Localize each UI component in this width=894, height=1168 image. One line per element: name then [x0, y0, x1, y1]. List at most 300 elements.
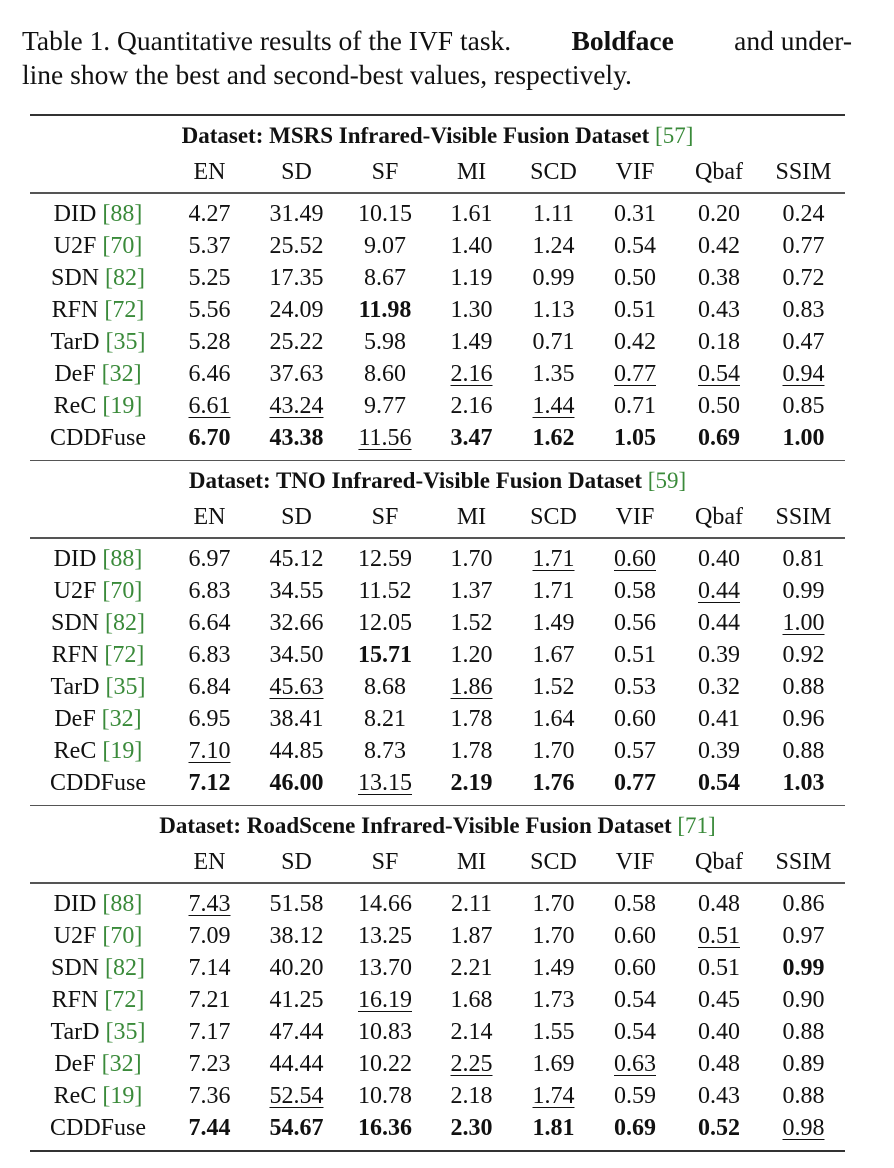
value-cell: 2.19 [450, 769, 493, 796]
value-cell: 0.58 [614, 890, 656, 917]
value-cell: 5.56 [188, 296, 231, 323]
value-cell: 11.56 [358, 424, 412, 451]
table-row [30, 888, 845, 920]
column-header-mi: MI [456, 503, 487, 530]
value-cell: 24.09 [269, 296, 324, 323]
value-cell: 1.24 [532, 232, 575, 259]
method-citation: [70] [102, 577, 143, 604]
value-cell: 0.77 [782, 232, 825, 259]
method-cell [30, 326, 166, 358]
value-cell: 0.96 [782, 705, 825, 732]
value-cell: 1.62 [532, 424, 575, 451]
value-cell: 0.56 [614, 609, 656, 636]
column-header-row [30, 842, 845, 882]
value-cell: 0.86 [782, 890, 825, 917]
value-cell: 2.11 [450, 890, 493, 917]
method-name: CDDFuse [49, 769, 146, 796]
method-citation: [72] [104, 641, 145, 668]
method-cell [30, 262, 166, 294]
method-cell [30, 984, 166, 1016]
method-citation: [70] [102, 232, 143, 259]
value-cell: 1.19 [450, 264, 493, 291]
column-header-row [30, 497, 845, 537]
value-cell: 0.54 [614, 986, 656, 1013]
value-cell: 0.42 [614, 328, 656, 355]
value-cell: 13.15 [358, 769, 412, 796]
value-cell: 1.13 [532, 296, 575, 323]
table-row [30, 390, 845, 422]
value-cell: 1.52 [450, 609, 493, 636]
method-citation: [19] [102, 392, 143, 419]
value-cell: 7.43 [188, 890, 231, 917]
method-name: DID [53, 545, 97, 572]
value-cell: 7.09 [188, 922, 231, 949]
value-cell: 2.30 [450, 1114, 493, 1141]
value-cell: 38.12 [269, 922, 324, 949]
value-cell: 15.71 [358, 641, 412, 668]
value-cell: 0.60 [614, 545, 656, 572]
value-cell: 1.70 [532, 737, 575, 764]
method-cell [30, 294, 166, 326]
value-cell: 7.14 [188, 954, 231, 981]
table-row [30, 639, 845, 671]
value-cell: 0.71 [532, 328, 575, 355]
method-name: DeF [54, 360, 96, 387]
value-cell: 2.16 [450, 392, 493, 419]
value-cell: 0.85 [782, 392, 825, 419]
column-header-qbaf: Qbaf [695, 848, 743, 875]
method-name: DID [53, 890, 97, 917]
value-cell: 5.25 [188, 264, 231, 291]
value-cell: 0.94 [782, 360, 825, 387]
caption-line1-suffix: and under- [734, 25, 852, 56]
value-cell: 6.84 [188, 673, 231, 700]
value-cell: 44.44 [269, 1050, 324, 1077]
value-cell: 0.81 [782, 545, 825, 572]
value-cell: 1.00 [782, 609, 825, 636]
section-citation: [59] [647, 468, 687, 493]
column-header-vif: VIF [615, 158, 655, 185]
value-cell: 1.73 [532, 986, 575, 1013]
value-cell: 25.22 [269, 328, 324, 355]
value-cell: 8.60 [364, 360, 406, 387]
value-cell: 1.87 [450, 922, 493, 949]
value-cell: 1.70 [450, 545, 493, 572]
section-title-text: Dataset: MSRS Infrared-Visible Fusion Dataset [181, 123, 650, 148]
value-cell: 0.60 [614, 954, 656, 981]
method-name: DeF [54, 1050, 96, 1077]
method-name: ReC [53, 737, 97, 764]
value-cell: 0.39 [698, 641, 740, 668]
value-cell: 32.66 [269, 609, 324, 636]
method-citation: [82] [105, 954, 145, 981]
value-cell: 0.88 [782, 1018, 825, 1045]
value-cell: 0.98 [782, 1114, 825, 1141]
method-cell [30, 575, 166, 607]
table-row [30, 1016, 845, 1048]
value-cell: 1.30 [450, 296, 493, 323]
value-cell: 0.54 [698, 360, 740, 387]
table-row [30, 198, 845, 230]
value-cell: 0.89 [782, 1050, 825, 1077]
value-cell: 9.77 [364, 392, 406, 419]
value-cell: 8.68 [364, 673, 406, 700]
value-cell: 1.74 [532, 1082, 575, 1109]
value-cell: 0.31 [614, 200, 656, 227]
method-cell [30, 1016, 166, 1048]
table-row [30, 543, 845, 575]
table-row [30, 1048, 845, 1080]
method-citation: [88] [102, 890, 143, 917]
value-cell: 6.70 [188, 424, 231, 451]
value-cell: 38.41 [269, 705, 324, 732]
column-header-qbaf: Qbaf [695, 503, 743, 530]
method-citation: [72] [104, 296, 145, 323]
value-cell: 51.58 [269, 890, 324, 917]
value-cell: 0.83 [782, 296, 825, 323]
value-cell: 5.28 [188, 328, 231, 355]
value-cell: 0.69 [614, 1114, 656, 1141]
value-cell: 2.18 [450, 1082, 493, 1109]
value-cell: 17.35 [269, 264, 324, 291]
table-row [30, 230, 845, 262]
value-cell: 0.51 [698, 922, 740, 949]
value-cell: 0.51 [614, 296, 656, 323]
section-citation: [57] [655, 123, 694, 148]
value-cell: 0.40 [698, 1018, 740, 1045]
value-cell: 1.49 [532, 609, 575, 636]
value-cell: 0.58 [614, 577, 656, 604]
value-cell: 25.52 [269, 232, 324, 259]
value-cell: 2.14 [450, 1018, 493, 1045]
section-rows [30, 539, 845, 805]
value-cell: 14.66 [358, 890, 412, 917]
method-citation: [32] [101, 1050, 142, 1077]
method-cell [30, 888, 166, 920]
table-row [30, 1080, 845, 1112]
value-cell: 10.22 [358, 1050, 412, 1077]
value-cell: 1.44 [532, 392, 575, 419]
method-cell [30, 607, 166, 639]
value-cell: 0.48 [698, 890, 740, 917]
method-name: TarD [50, 673, 100, 700]
value-cell: 34.55 [269, 577, 324, 604]
value-cell: 1.76 [532, 769, 575, 796]
value-cell: 5.37 [188, 232, 231, 259]
method-name: TarD [50, 1018, 100, 1045]
method-citation: [88] [102, 545, 143, 572]
value-cell: 0.69 [698, 424, 740, 451]
value-cell: 0.99 [532, 264, 575, 291]
value-cell: 0.97 [782, 922, 825, 949]
table-row [30, 735, 845, 767]
value-cell: 1.55 [532, 1018, 575, 1045]
table-row [30, 575, 845, 607]
value-cell: 1.68 [450, 986, 493, 1013]
results-table [30, 114, 845, 1152]
method-citation: [70] [102, 922, 143, 949]
value-cell: 41.25 [269, 986, 324, 1013]
value-cell: 1.78 [450, 705, 493, 732]
value-cell: 0.18 [698, 328, 740, 355]
value-cell: 6.83 [188, 641, 231, 668]
value-cell: 0.88 [782, 1082, 825, 1109]
value-cell: 0.71 [614, 392, 656, 419]
method-cell [30, 198, 166, 230]
value-cell: 0.60 [614, 922, 656, 949]
value-cell: 0.77 [614, 769, 656, 796]
value-cell: 2.16 [450, 360, 493, 387]
column-header-scd: SCD [530, 503, 577, 530]
method-name: ReC [53, 1082, 97, 1109]
value-cell: 1.64 [532, 705, 575, 732]
method-name: SDN [51, 609, 100, 636]
value-cell: 1.40 [450, 232, 493, 259]
column-header-sf: SF [371, 158, 399, 185]
section-title-text: Dataset: TNO Infrared-Visible Fusion Dataset [188, 468, 643, 493]
value-cell: 3.47 [450, 424, 493, 451]
value-cell: 0.51 [614, 641, 656, 668]
value-cell: 1.03 [782, 769, 825, 796]
value-cell: 54.67 [269, 1114, 324, 1141]
value-cell: 0.59 [614, 1082, 656, 1109]
section-title [30, 116, 845, 152]
value-cell: 6.64 [188, 609, 231, 636]
method-citation: [35] [105, 1018, 146, 1045]
value-cell: 1.69 [532, 1050, 575, 1077]
value-cell: 0.99 [782, 954, 825, 981]
method-name: RFN [51, 986, 99, 1013]
method-citation: [19] [102, 737, 143, 764]
value-cell: 43.38 [269, 424, 324, 451]
value-cell: 0.99 [782, 577, 825, 604]
value-cell: 10.83 [358, 1018, 412, 1045]
method-citation: [82] [105, 609, 145, 636]
table-row [30, 607, 845, 639]
value-cell: 11.98 [358, 296, 412, 323]
value-cell: 0.60 [614, 705, 656, 732]
table-row [30, 294, 845, 326]
value-cell: 45.63 [269, 673, 324, 700]
value-cell: 2.21 [450, 954, 493, 981]
column-header-sf: SF [371, 848, 399, 875]
column-header-scd: SCD [530, 158, 577, 185]
method-name: DeF [54, 705, 96, 732]
column-header-en: EN [193, 848, 226, 875]
value-cell: 0.44 [698, 577, 740, 604]
column-header-en: EN [193, 503, 226, 530]
value-cell: 16.36 [358, 1114, 412, 1141]
method-name: RFN [51, 296, 99, 323]
table-row [30, 703, 845, 735]
method-citation: [32] [101, 705, 142, 732]
column-header-ssim: SSIM [775, 158, 832, 185]
table-row [30, 920, 845, 952]
table-row [30, 1112, 845, 1144]
method-cell [30, 703, 166, 735]
value-cell: 0.38 [698, 264, 740, 291]
value-cell: 4.27 [188, 200, 231, 227]
value-cell: 0.51 [698, 954, 740, 981]
value-cell: 1.78 [450, 737, 493, 764]
method-name: U2F [53, 577, 97, 604]
value-cell: 1.49 [532, 954, 575, 981]
method-citation: [35] [105, 673, 146, 700]
value-cell: 6.46 [188, 360, 231, 387]
value-cell: 0.54 [698, 769, 740, 796]
column-header-sd: SD [281, 503, 312, 530]
method-citation: [72] [104, 986, 145, 1013]
section-rows [30, 884, 845, 1150]
method-cell [30, 358, 166, 390]
table-row [30, 326, 845, 358]
value-cell: 0.42 [698, 232, 740, 259]
method-cell [30, 1048, 166, 1080]
value-cell: 13.70 [358, 954, 412, 981]
method-name: SDN [51, 954, 100, 981]
value-cell: 6.95 [188, 705, 231, 732]
value-cell: 12.05 [358, 609, 412, 636]
column-header-mi: MI [456, 158, 487, 185]
value-cell: 0.32 [698, 673, 740, 700]
table-row [30, 767, 845, 799]
value-cell: 0.88 [782, 673, 825, 700]
section-title [30, 806, 845, 842]
column-header-ssim: SSIM [775, 503, 832, 530]
caption-bold: Boldface [571, 25, 674, 56]
value-cell: 0.77 [614, 360, 656, 387]
method-cell [30, 1112, 166, 1144]
value-cell: 12.59 [358, 545, 412, 572]
value-cell: 0.40 [698, 545, 740, 572]
value-cell: 0.52 [698, 1114, 740, 1141]
column-header-en: EN [193, 158, 226, 185]
value-cell: 0.54 [614, 232, 656, 259]
value-cell: 9.07 [364, 232, 406, 259]
value-cell: 1.67 [532, 641, 575, 668]
value-cell: 0.72 [782, 264, 825, 291]
value-cell: 52.54 [269, 1082, 324, 1109]
column-header-vif: VIF [615, 848, 655, 875]
value-cell: 0.57 [614, 737, 656, 764]
value-cell: 7.44 [188, 1114, 231, 1141]
value-cell: 47.44 [269, 1018, 324, 1045]
value-cell: 0.50 [698, 392, 740, 419]
column-header-sd: SD [281, 848, 312, 875]
section-title [30, 461, 845, 497]
value-cell: 1.05 [614, 424, 656, 451]
method-cell [30, 1080, 166, 1112]
method-name: SDN [51, 264, 100, 291]
value-cell: 0.39 [698, 737, 740, 764]
table-row [30, 984, 845, 1016]
value-cell: 10.15 [358, 200, 412, 227]
method-name: DID [53, 200, 97, 227]
column-header-sf: SF [371, 503, 399, 530]
method-cell [30, 735, 166, 767]
value-cell: 7.10 [188, 737, 231, 764]
value-cell: 1.11 [532, 200, 575, 227]
value-cell: 1.49 [450, 328, 493, 355]
section-rows [30, 194, 845, 460]
value-cell: 0.45 [698, 986, 740, 1013]
value-cell: 0.41 [698, 705, 740, 732]
value-cell: 7.23 [188, 1050, 231, 1077]
method-name: ReC [53, 392, 97, 419]
value-cell: 1.71 [532, 577, 575, 604]
column-header-vif: VIF [615, 503, 655, 530]
value-cell: 0.88 [782, 737, 825, 764]
method-cell [30, 920, 166, 952]
value-cell: 1.61 [450, 200, 493, 227]
value-cell: 6.61 [188, 392, 231, 419]
value-cell: 1.52 [532, 673, 575, 700]
value-cell: 0.53 [614, 673, 656, 700]
value-cell: 34.50 [269, 641, 324, 668]
column-header-ssim: SSIM [775, 848, 832, 875]
value-cell: 46.00 [269, 769, 324, 796]
caption-prefix: Table 1. Quantitative results of the IVF task. [22, 25, 512, 56]
value-cell: 45.12 [269, 545, 324, 572]
method-citation: [19] [102, 1082, 143, 1109]
value-cell: 44.85 [269, 737, 324, 764]
method-name: CDDFuse [49, 424, 146, 451]
method-citation: [88] [102, 200, 143, 227]
method-cell [30, 230, 166, 262]
method-name: U2F [53, 922, 97, 949]
value-cell: 8.73 [364, 737, 406, 764]
value-cell: 1.70 [532, 890, 575, 917]
value-cell: 1.20 [450, 641, 493, 668]
value-cell: 13.25 [358, 922, 412, 949]
table-row [30, 262, 845, 294]
table-row [30, 952, 845, 984]
column-header-scd: SCD [530, 848, 577, 875]
value-cell: 0.63 [614, 1050, 656, 1077]
value-cell: 6.83 [188, 577, 231, 604]
column-header-mi: MI [456, 848, 487, 875]
method-name: CDDFuse [49, 1114, 146, 1141]
value-cell: 0.43 [698, 296, 740, 323]
value-cell: 0.50 [614, 264, 656, 291]
method-citation: [82] [105, 264, 145, 291]
value-cell: 0.47 [782, 328, 825, 355]
section-citation: [71] [677, 813, 716, 838]
method-cell [30, 639, 166, 671]
value-cell: 31.49 [269, 200, 324, 227]
method-name: U2F [53, 232, 97, 259]
section-title-text: Dataset: RoadScene Infrared-Visible Fusion Dataset [159, 813, 672, 838]
value-cell: 0.90 [782, 986, 825, 1013]
method-cell [30, 952, 166, 984]
value-cell: 37.63 [269, 360, 324, 387]
value-cell: 1.81 [532, 1114, 575, 1141]
method-cell [30, 390, 166, 422]
value-cell: 2.25 [450, 1050, 493, 1077]
value-cell: 0.43 [698, 1082, 740, 1109]
value-cell: 7.36 [188, 1082, 231, 1109]
value-cell: 1.37 [450, 577, 493, 604]
value-cell: 10.78 [358, 1082, 412, 1109]
value-cell: 0.92 [782, 641, 825, 668]
value-cell: 16.19 [358, 986, 412, 1013]
value-cell: 5.98 [364, 328, 406, 355]
value-cell: 0.48 [698, 1050, 740, 1077]
table-row [30, 671, 845, 703]
method-name: TarD [50, 328, 100, 355]
value-cell: 40.20 [269, 954, 324, 981]
value-cell: 7.21 [188, 986, 231, 1013]
